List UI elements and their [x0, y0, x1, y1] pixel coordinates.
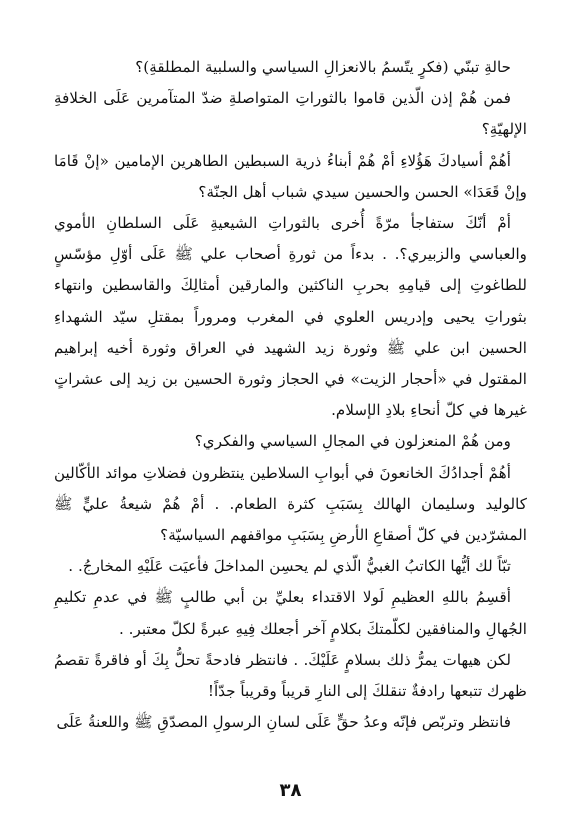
paragraph-3: أهُمْ أسيادكَ هَؤُلاءِ أمْ هُمْ أبناءُ ذرية السبطين الطاهرين الإمامين «إنْ قَامَا وإنْ قَعَدَا» الحسن والحسين سيدي شباب أهل الجنّة؟ — [54, 151, 527, 201]
paragraph-4: أمْ أنّكَ ستفاجأ مرّةً أُخرى بالثوراتِ الشيعيةِ عَلَى السلطانِ الأموي والعباسي والزبيري؟. . بدءاً من ثورةِ أصحاب علي ﷺ عَلَى أوّلِ مؤسّسٍ للطاغوتِ إلى قيامِهِ بحربِ الناكثين والمارقين أمثالِكَ والقاسطين وانتهاء بثوراتِ يحيى وإدريس العلوي في المغرب ومروراً بمقتلِ سيّد الشهداءِ الحسين ابن علي ﷺ وثورة زيد الشهيد في العراق وثورة أخيه إبراهيم المقتول في «أحجار الزيت» في الحجاز وثورة الحسين بن زيد إلى عشراتٍ غيرها في كلّ أنحاءِ بلادِ الإسلام. — [54, 214, 527, 420]
paragraph-10: فانتظر وتربّص فإنّه وعدُ حقٍّ عَلَى لسانِ الرسولِ المصدّقِ ﷺ واللعنةُ عَلَى — [56, 713, 511, 732]
paragraph-8: أقسِمُ باللهِ العظيمِ لَولا الاقتداء بعليِّ بن أبي طالبٍ ﷺ في عدمِ تكليمِ الجُهالِ والمنافقين لكلّمتكَ بكلامٍ آخر أجعلك فِيهِ عبرةً لكلّ معتبر. . — [54, 588, 527, 638]
body-text — [54, 52, 527, 738]
paragraph-5: ومن هُمْ المنعزلون في المجالِ السياسي والفكري؟ — [194, 432, 511, 451]
page-number: ٣٨ — [279, 780, 302, 801]
paragraph-9: لكن هيهات يمرُّ ذلك بسلامٍ عَلَيْكَ. . فانتظر فادحةً تحلُّ بِكَ أو فاقرةً تقصمُ ظهرك تتبعها رادفةٌ تنقلكَ إلى النارِ قريباً وقريباً جدّاً! — [54, 650, 527, 701]
paragraph-1: حالةِ تبنّي (فكرٍ يتّسمُ بالانعزالِ السياسي والسلبية المطلقةِ)؟ — [135, 58, 511, 76]
paragraph-7: تبّاً لك أيُّها الكاتبُ الغبيُّ الّذي لم يحسِن المداخلَ فأعيَت عَلَيْهِ المخارجُ. . — [68, 557, 511, 576]
paragraph-6: أهُمْ أجدادُكَ الخانعونَ في أبوابِ السلاطين ينتظرون فضلاتِ موائد الأكّالين كالوليد وسليمان الهالك بِسَبَبِ كثرة الطعام. . أمْ هُمْ شيعةُ عليٍّ ﷺ المشرّدين في كلّ أصقاعِ الأرضِ بِسَبَبِ مواقفهم السياسيّة؟ — [54, 463, 527, 545]
paragraph-2: فمن هُمْ إذن الّذين قاموا بالثوراتِ المتواصلةِ ضدّ المتآمرين عَلَى الخلافةِ الإلهيّةِ؟ — [54, 89, 527, 139]
